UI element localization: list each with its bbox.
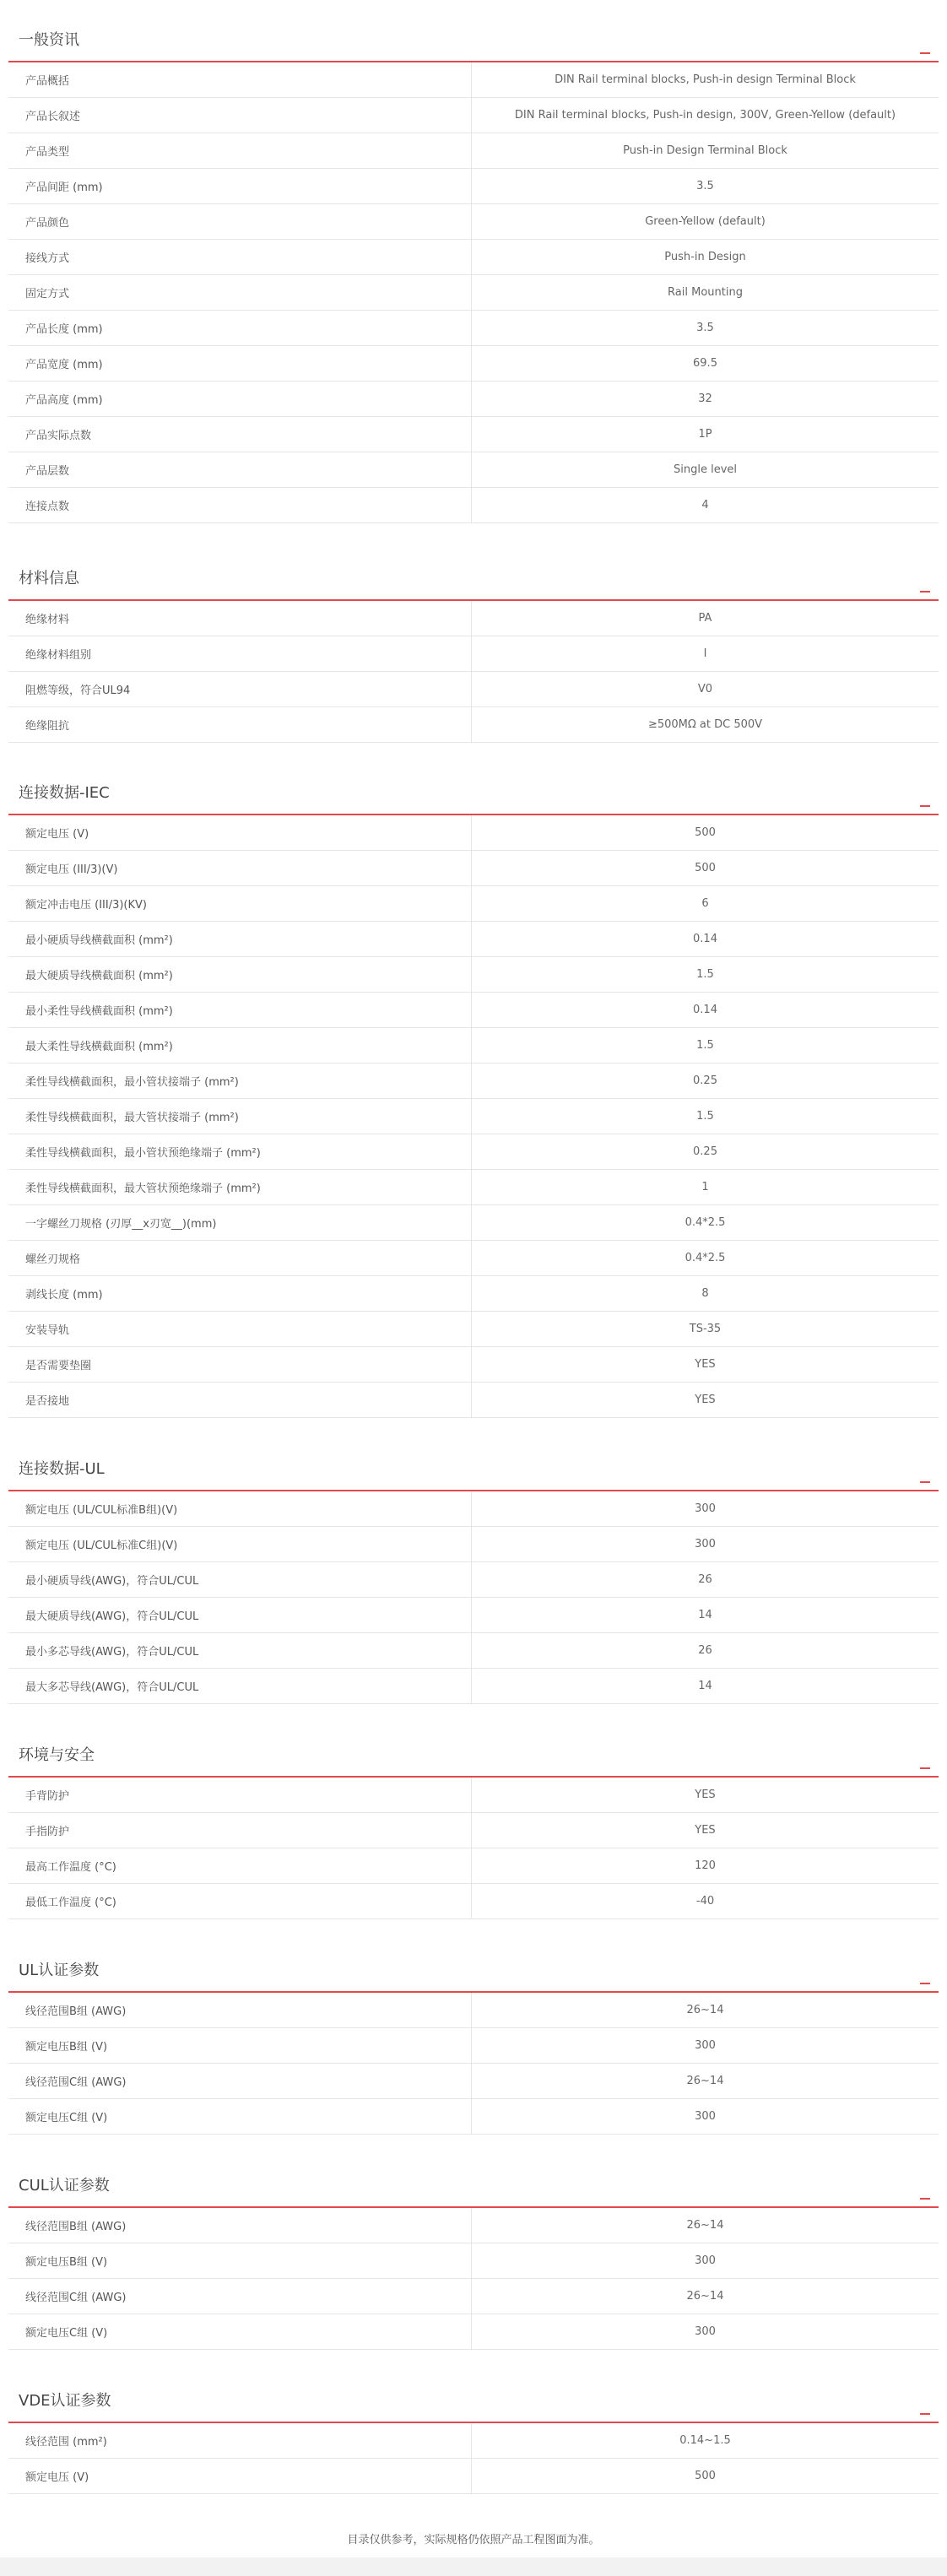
spec-row [8,2279,939,2314]
spec-label: 剥线长度 (mm) [8,1276,472,1311]
spec-section [8,1446,939,1704]
spec-value: YES [695,1394,716,1406]
collapse-icon[interactable] [920,2413,930,2415]
spec-value: V0 [697,683,713,695]
spec-label: 额定电压 (UL/CUL标准B组)(V) [8,1491,472,1526]
spec-row [8,204,939,240]
spec-label: 一字螺丝刀规格 (刃厚__x刃宽__)(mm) [8,1205,472,1240]
spec-row [8,133,939,169]
section-title: 连接数据-IEC [19,784,110,802]
spec-row [8,240,939,275]
spec-value: 0.14~1.5 [679,2434,731,2447]
section-header[interactable] [8,1446,939,1491]
spec-label: 手背防护 [8,1778,472,1812]
spec-row [8,62,939,98]
spec-label: 产品类型 [8,133,472,168]
spec-row [8,311,939,346]
spec-label: 绝缘材料组别 [8,636,472,671]
spec-row [8,1598,939,1633]
spec-value: 120 [695,1859,716,1872]
spec-value: 26~14 [686,2290,724,2303]
spec-row [8,1241,939,1276]
spec-row [8,957,939,993]
spec-row [8,417,939,452]
spec-row [8,1099,939,1134]
spec-label: 柔性导线横截面积，最大管状预绝缘端子 (mm²) [8,1170,472,1204]
spec-row [8,1993,939,2028]
spec-row [8,1205,939,1241]
spec-label: 固定方式 [8,275,472,310]
spec-value: Single level [673,463,737,476]
spec-row [8,2099,939,2135]
spec-value: I [703,647,707,660]
spec-value: 300 [695,2325,716,2338]
spec-label: 最小多芯导线(AWG)，符合UL/CUL [8,1633,472,1668]
spec-label: 产品概括 [8,62,472,97]
spec-label: 产品实际点数 [8,417,472,452]
spec-row [8,1347,939,1383]
spec-row [8,488,939,523]
spec-label: 最大硬质导线横截面积 (mm²) [8,957,472,992]
spec-row [8,1063,939,1099]
section-header[interactable] [8,1732,939,1778]
spec-label: 是否接地 [8,1383,472,1417]
collapse-icon[interactable] [920,1481,930,1483]
spec-value: -40 [695,1895,715,1908]
spec-row [8,1778,939,1813]
spec-row [8,1312,939,1347]
spec-label: 最小硬质导线横截面积 (mm²) [8,922,472,956]
spec-value: 6 [701,897,709,910]
spec-row [8,1669,939,1704]
spec-row [8,993,939,1028]
spec-label: 最大柔性导线横截面积 (mm²) [8,1028,472,1063]
spec-value: 300 [695,2254,716,2267]
collapse-icon[interactable] [920,1983,930,1984]
page-bottom-bar [0,2557,947,2576]
section-header[interactable] [8,2162,939,2208]
spec-value: 3.5 [696,322,714,334]
spec-row [8,2028,939,2064]
spec-label: 最小柔性导线横截面积 (mm²) [8,993,472,1027]
spec-section [8,17,939,523]
section-header[interactable] [8,555,939,601]
spec-value: Push-in Design [664,251,746,263]
spec-label: 最低工作温度 (°C) [8,1884,472,1918]
spec-label: 螺丝刃规格 [8,1241,472,1275]
spec-value: Rail Mounting [668,286,743,299]
spec-value: 32 [698,392,712,405]
spec-row [8,1383,939,1418]
spec-label: 额定电压 (V) [8,2459,472,2493]
spec-value: 0.25 [693,1145,717,1158]
spec-value: 0.4*2.5 [685,1216,726,1229]
spec-row [8,1633,939,1669]
spec-row [8,2064,939,2099]
spec-row [8,1848,939,1884]
spec-value: 300 [695,1502,716,1515]
spec-label: 绝缘材料 [8,601,472,636]
spec-label: 柔性导线横截面积，最小管状预绝缘端子 (mm²) [8,1134,472,1169]
spec-value: 26~14 [686,2219,724,2232]
spec-label: 额定电压 (V) [8,815,472,850]
spec-label: 接线方式 [8,240,472,274]
spec-label: 额定电压C组 (V) [8,2314,472,2349]
spec-value: Green-Yellow (default) [645,215,766,228]
disclaimer-note: 目录仅供参考，实际规格仍依照产品工程图面为准。 [347,2534,600,2546]
spec-value: 1.5 [696,1110,714,1123]
spec-value: DIN Rail terminal blocks, Push-in design, 300V, Green-Yellow (default) [514,109,896,122]
spec-label: 额定电压B组 (V) [8,2243,472,2278]
spec-value: 500 [695,2470,716,2482]
spec-label: 是否需要垫圈 [8,1347,472,1382]
spec-row [8,1491,939,1527]
collapse-icon[interactable] [920,2198,930,2200]
spec-row [8,922,939,957]
spec-label: 额定电压B组 (V) [8,2028,472,2063]
collapse-icon[interactable] [920,805,930,807]
spec-value: 300 [695,2039,716,2052]
spec-value: 4 [701,499,709,511]
section-header[interactable] [8,2378,939,2423]
spec-label: 最高工作温度 (°C) [8,1848,472,1883]
spec-row [8,346,939,382]
spec-value: TS-35 [689,1323,722,1335]
spec-value: 26~14 [686,2075,724,2087]
section-title: 环境与安全 [19,1746,95,1764]
section-title: UL认证参数 [19,1962,100,1979]
spec-section [8,2378,939,2494]
section-header[interactable] [8,770,939,815]
section-header[interactable] [8,17,939,62]
spec-value: 1 [701,1181,709,1193]
spec-row [8,2423,939,2459]
spec-value: 1.5 [696,1039,714,1052]
spec-row [8,2243,939,2279]
spec-row [8,1170,939,1205]
section-title: 材料信息 [19,570,79,587]
spec-value: 500 [695,826,716,839]
spec-row [8,707,939,743]
collapse-icon[interactable] [920,1767,930,1769]
spec-value: PA [698,612,712,625]
spec-label: 手指防护 [8,1813,472,1848]
spec-value: 8 [701,1287,709,1300]
spec-label: 线径范围C组 (AWG) [8,2279,472,2314]
spec-value: 26~14 [686,2004,724,2016]
spec-value: 1P [698,428,712,441]
spec-row [8,1028,939,1063]
spec-label: 线径范围 (mm²) [8,2423,472,2458]
spec-row [8,98,939,133]
spec-row [8,2459,939,2494]
spec-value: DIN Rail terminal blocks, Push-in design Terminal Block [555,73,856,86]
spec-label: 产品长度 (mm) [8,311,472,345]
spec-section [8,1732,939,1919]
spec-row [8,1276,939,1312]
spec-value: 300 [695,1538,716,1550]
spec-label: 额定电压C组 (V) [8,2099,472,2134]
section-title: CUL认证参数 [19,2177,110,2194]
spec-value: 0.14 [693,933,717,945]
spec-value: 14 [698,1680,712,1692]
spec-row [8,851,939,886]
spec-value: 1.5 [696,968,714,981]
spec-value: 26 [698,1573,712,1586]
spec-value: ≥500MΩ at DC 500V [647,718,763,731]
spec-row [8,886,939,922]
spec-value: Push-in Design Terminal Block [623,144,787,157]
spec-section [8,770,939,1418]
spec-row [8,1134,939,1170]
spec-row [8,169,939,204]
spec-label: 产品宽度 (mm) [8,346,472,381]
spec-label: 产品颜色 [8,204,472,239]
spec-value: 69.5 [693,357,717,370]
spec-label: 线径范围C组 (AWG) [8,2064,472,2098]
spec-row [8,1813,939,1848]
spec-value: 26 [698,1644,712,1657]
spec-label: 线径范围B组 (AWG) [8,2208,472,2243]
spec-label: 阻燃等级，符合UL94 [8,672,472,706]
spec-label: 最大硬质导线(AWG)，符合UL/CUL [8,1598,472,1632]
spec-row [8,815,939,851]
spec-label: 绝缘阻抗 [8,707,472,742]
collapse-icon[interactable] [920,591,930,593]
spec-value: YES [695,1824,716,1837]
spec-section [8,2162,939,2350]
spec-label: 线径范围B组 (AWG) [8,1993,472,2027]
spec-row [8,672,939,707]
spec-row [8,275,939,311]
spec-row [8,2314,939,2350]
spec-label: 产品高度 (mm) [8,382,472,416]
section-title: 一般资讯 [19,31,79,49]
section-header[interactable] [8,1947,939,1993]
spec-label: 柔性导线横截面积，最大管状接端子 (mm²) [8,1099,472,1134]
spec-value: 3.5 [696,180,714,192]
spec-row [8,636,939,672]
spec-row [8,1884,939,1919]
spec-label: 额定电压 (UL/CUL标准C组)(V) [8,1527,472,1561]
spec-value: 0.25 [693,1074,717,1087]
spec-section [8,555,939,743]
spec-label: 连接点数 [8,488,472,522]
spec-row [8,452,939,488]
spec-value: 300 [695,2110,716,2123]
spec-row [8,2208,939,2243]
spec-value: 0.4*2.5 [685,1252,726,1264]
collapse-icon[interactable] [920,52,930,54]
spec-label: 额定冲击电压 (III/3)(KV) [8,886,472,921]
spec-value: 0.14 [693,1004,717,1016]
spec-section [8,1947,939,2135]
spec-label: 产品间距 (mm) [8,169,472,203]
spec-row [8,601,939,636]
section-title: 连接数据-UL [19,1460,105,1478]
spec-row [8,382,939,417]
spec-value: 14 [698,1609,712,1621]
spec-label: 安装导轨 [8,1312,472,1346]
spec-label: 最大多芯导线(AWG)，符合UL/CUL [8,1669,472,1703]
spec-row [8,1562,939,1598]
spec-label: 柔性导线横截面积，最小管状接端子 (mm²) [8,1063,472,1098]
spec-value: YES [695,1789,716,1801]
spec-value: 500 [695,862,716,874]
spec-label: 额定电压 (III/3)(V) [8,851,472,885]
spec-label: 产品层数 [8,452,472,487]
spec-row [8,1527,939,1562]
spec-value: YES [695,1358,716,1371]
section-title: VDE认证参数 [19,2392,111,2410]
spec-label: 产品长叙述 [8,98,472,133]
spec-label: 最小硬质导线(AWG)，符合UL/CUL [8,1562,472,1597]
